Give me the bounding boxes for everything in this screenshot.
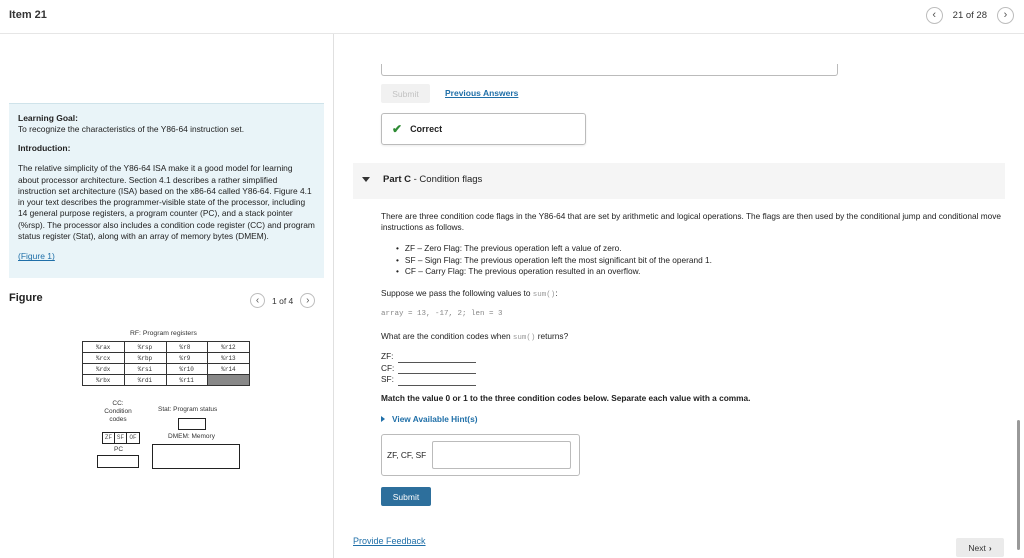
flag-blank-row [381, 374, 476, 386]
answer-box [381, 434, 580, 476]
blank-line [398, 365, 476, 374]
stat-label: Stat: Program status [158, 406, 218, 413]
chevron-right-icon: › [988, 542, 992, 553]
register-cell-empty [208, 375, 250, 386]
panel-divider[interactable] [333, 34, 334, 558]
previous-item-button[interactable] [926, 7, 943, 24]
part-c-title [383, 174, 482, 185]
register-cell: %rdx [83, 364, 125, 375]
introduction-heading: Introduction: [18, 143, 71, 154]
list-item: • CF – Carry Flag: The previous operation resulted in an overflow. [396, 266, 712, 278]
chevron-right-icon: › [1003, 9, 1008, 21]
previous-submit-button[interactable]: Submit [381, 84, 430, 103]
array-code-line: array = 13, -17, 2; len = 3 [381, 310, 503, 318]
chevron-right-icon: › [306, 294, 310, 306]
previous-answers-link[interactable]: Previous Answers [445, 88, 519, 98]
register-cell: %r8 [166, 342, 208, 353]
view-hints-label: View Available Hint(s) [392, 414, 478, 424]
question-code: sum() [512, 334, 536, 342]
submit-button[interactable]: Submit [381, 487, 431, 506]
item-pager [926, 7, 1014, 24]
learning-goal-heading: Learning Goal: [18, 113, 78, 123]
learning-goal-text: To recognize the characteristics of the Y86-64 instruction set. [18, 124, 245, 134]
pc-box [97, 455, 139, 468]
register-cell: %rbp [124, 353, 166, 364]
suppose-text [381, 288, 558, 299]
register-cell: %rsp [124, 342, 166, 353]
blank-line [398, 354, 476, 363]
flag-cell: OF [129, 434, 137, 441]
list-item: • ZF – Zero Flag: The previous operation left a value of zero. [396, 243, 712, 255]
question-text [381, 331, 568, 342]
suppose-code: sum() [532, 291, 556, 299]
next-figure-button[interactable] [300, 293, 315, 308]
flag-cell: SF [115, 433, 127, 443]
answer-input[interactable] [432, 441, 571, 469]
next-button[interactable] [956, 538, 1004, 557]
dmem-box [152, 444, 240, 469]
figure-link[interactable]: (Figure 1) [18, 251, 55, 262]
item-pager-text: 21 of 28 [952, 10, 987, 21]
top-bar [0, 0, 1024, 34]
suppose-prefix: Suppose we pass the following values to [381, 288, 533, 298]
register-cell: %rcx [83, 353, 125, 364]
flag-descriptions [396, 243, 712, 278]
correct-label: Correct [410, 124, 443, 134]
next-item-button[interactable] [997, 7, 1014, 24]
register-row [83, 375, 250, 386]
register-cell: %r10 [166, 364, 208, 375]
chevron-left-icon: ‹ [932, 9, 936, 21]
pc-label: PC [114, 446, 124, 453]
answer-label: ZF, CF, SF [387, 450, 427, 460]
provide-feedback-link[interactable]: Provide Feedback [353, 536, 426, 546]
figure-pager [250, 293, 315, 308]
flag-blank-label: CF: [381, 362, 395, 373]
register-row [83, 364, 250, 375]
part-c-title-suffix: - Condition flags [410, 174, 483, 185]
stat-box [178, 418, 206, 430]
flag-blank-row [381, 351, 476, 363]
question-prefix: What are the condition codes when [381, 331, 513, 341]
intro-panel [9, 103, 324, 278]
question-suffix: returns? [535, 331, 569, 341]
next-label: Next [968, 542, 986, 553]
part-c-paragraph: There are three condition code flags in the Y86-64 that are set by arithmetic and logical operations. The flags are then used by the conditional jump and conditional move instructions as follows. [381, 211, 1002, 232]
condition-code-flags [102, 432, 140, 444]
flag-blank-row [381, 363, 476, 375]
register-cell: %r11 [166, 375, 208, 386]
flag-blank-label: SF: [381, 374, 394, 384]
figure-heading: Figure [9, 292, 43, 304]
register-file-table [82, 341, 250, 386]
register-cell: %rbx [83, 375, 125, 386]
previous-answer-field[interactable] [381, 64, 838, 76]
collapse-triangle-icon [362, 177, 370, 182]
checkmark-icon: ✔ [392, 122, 403, 136]
blank-line [398, 377, 476, 386]
previous-figure-button[interactable] [250, 293, 265, 308]
flag-blank-label: ZF: [381, 351, 394, 361]
list-item: • SF – Sign Flag: The previous operation left the most significant bit of the operand 1. [396, 255, 712, 267]
register-row [83, 353, 250, 364]
chevron-left-icon: ‹ [255, 294, 260, 306]
register-cell: %r14 [208, 364, 250, 375]
register-cell: %rdi [124, 375, 166, 386]
register-row [83, 342, 250, 353]
register-cell: %rax [83, 342, 125, 353]
view-hints-toggle[interactable] [381, 414, 477, 424]
scrollbar[interactable] [1017, 420, 1020, 550]
register-cell: %r9 [166, 353, 208, 364]
register-cell: %r13 [208, 353, 250, 364]
expand-triangle-icon [381, 416, 385, 422]
introduction-text: The relative simplicity of the Y86-64 ISA make it a good model for learning about processor architecture. Section 4.1 describes a rather simplified instruction set architecture (ISA) based on the x86-64 called Y86-64. Figure 4.1 in your text describes the programmer-visible state of the processor, including 14 general purpose registers, a program counter (PC), and a stack pointer (%rsp). The processor also includes a condition code register (CC) and program status register (Stat), along with an array of memory bytes (DMEM). [18, 163, 315, 242]
flag-blanks [381, 351, 476, 386]
processor-state-diagram [80, 330, 250, 475]
figure-pager-text: 1 of 4 [272, 295, 294, 306]
register-cell: %rsi [124, 364, 166, 375]
flag-cell: ZF [103, 433, 115, 443]
part-c-label: Part C [383, 174, 411, 185]
item-title: Item 21 [9, 9, 47, 21]
dmem-label: DMEM: Memory [168, 433, 215, 440]
suppose-colon: : [555, 288, 558, 298]
match-instruction: Match the value 0 or 1 to the three condition codes below. Separate each value with a comma. [381, 393, 751, 403]
correct-feedback-box [381, 113, 586, 145]
register-cell: %r12 [208, 342, 250, 353]
rf-title: RF: Program registers [130, 330, 197, 337]
part-c-header[interactable] [353, 163, 1005, 199]
cc-label: CC: Condition codes [104, 400, 132, 423]
